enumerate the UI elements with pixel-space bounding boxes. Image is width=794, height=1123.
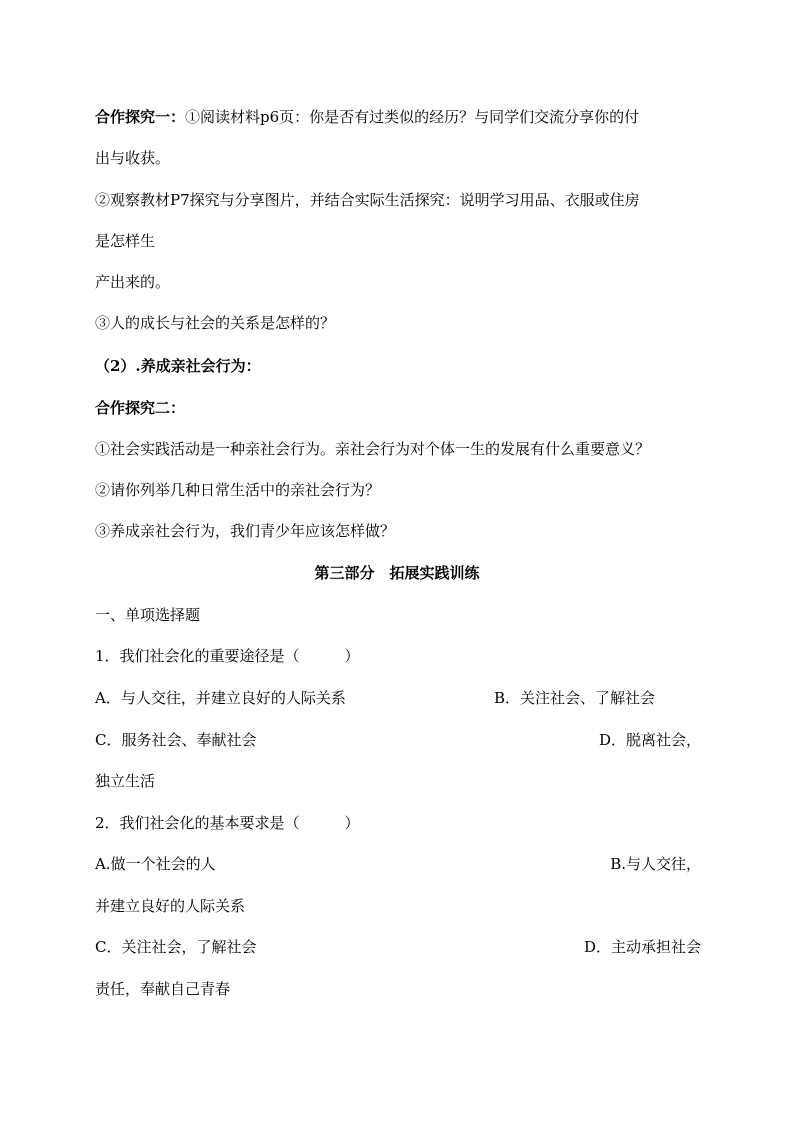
explore1-q2-line3: 产出来的。 xyxy=(95,273,171,291)
q1-option-a: A．与人交往，并建立良好的人际关系 xyxy=(95,689,346,707)
explore1-q3: ③人的成长与社会的关系是怎样的？ xyxy=(95,314,336,332)
q1-option-c: C．服务社会、奉献社会 xyxy=(95,731,257,749)
single-choice-heading: 一、单项选择题 xyxy=(95,606,201,624)
subheading-prosocial: （2）.养成亲社会行为： xyxy=(95,357,261,375)
q2-option-a: A.做一个社会的人 xyxy=(95,855,216,873)
explore1-q2-line1: ②观察教材P7探究与分享图片，并结合实际生活探究：说明学习用品、衣服或住房 xyxy=(95,191,640,209)
q2-stem: 2．我们社会化的基本要求是（ ） xyxy=(95,814,360,832)
q2-option-d: D．主动承担社会 xyxy=(583,938,701,956)
q2-options-ab xyxy=(95,853,701,875)
explore2-q1: ①社会实践活动是一种亲社会行为。亲社会行为对个体一生的发展有什么重要意义？ xyxy=(95,440,651,458)
explore1-q1-line1 xyxy=(95,106,705,128)
q1-options-cd xyxy=(95,729,701,751)
q1-option-d-continued: 独立生活 xyxy=(95,772,156,790)
q2-option-d-continued: 责任，奉献自己青春 xyxy=(95,980,231,998)
q2-options-cd xyxy=(95,936,701,958)
explore2-q2: ②请你列举几种日常生活中的亲社会行为？ xyxy=(95,481,381,499)
explore1-q2-line2: 是怎样生 xyxy=(95,232,156,250)
explore1-heading: 合作探究一： xyxy=(95,108,186,126)
q1-option-b: B．关注社会、了解社会 xyxy=(494,689,656,707)
explore1-q1-text: ①阅读材料p6页：你是否有过类似的经历？与同学们交流分享你的付 xyxy=(185,108,640,126)
q2-option-b-continued: 并建立良好的人际关系 xyxy=(95,897,246,915)
q1-option-d: D．脱离社会， xyxy=(598,731,701,749)
q1-stem: 1．我们社会化的重要途径是（ ） xyxy=(95,647,360,665)
q2-option-b: B.与人交往， xyxy=(610,855,701,873)
q1-options-ab xyxy=(95,687,705,709)
explore1-q1-line2: 出与收获。 xyxy=(95,149,171,167)
q2-option-c: C．关注社会，了解社会 xyxy=(95,938,257,956)
explore2-heading: 合作探究二： xyxy=(95,399,186,417)
part-three-title: 第三部分 拓展实践训练 xyxy=(314,564,480,582)
explore2-q3: ③养成亲社会行为，我们青少年应该怎样做？ xyxy=(95,522,396,540)
